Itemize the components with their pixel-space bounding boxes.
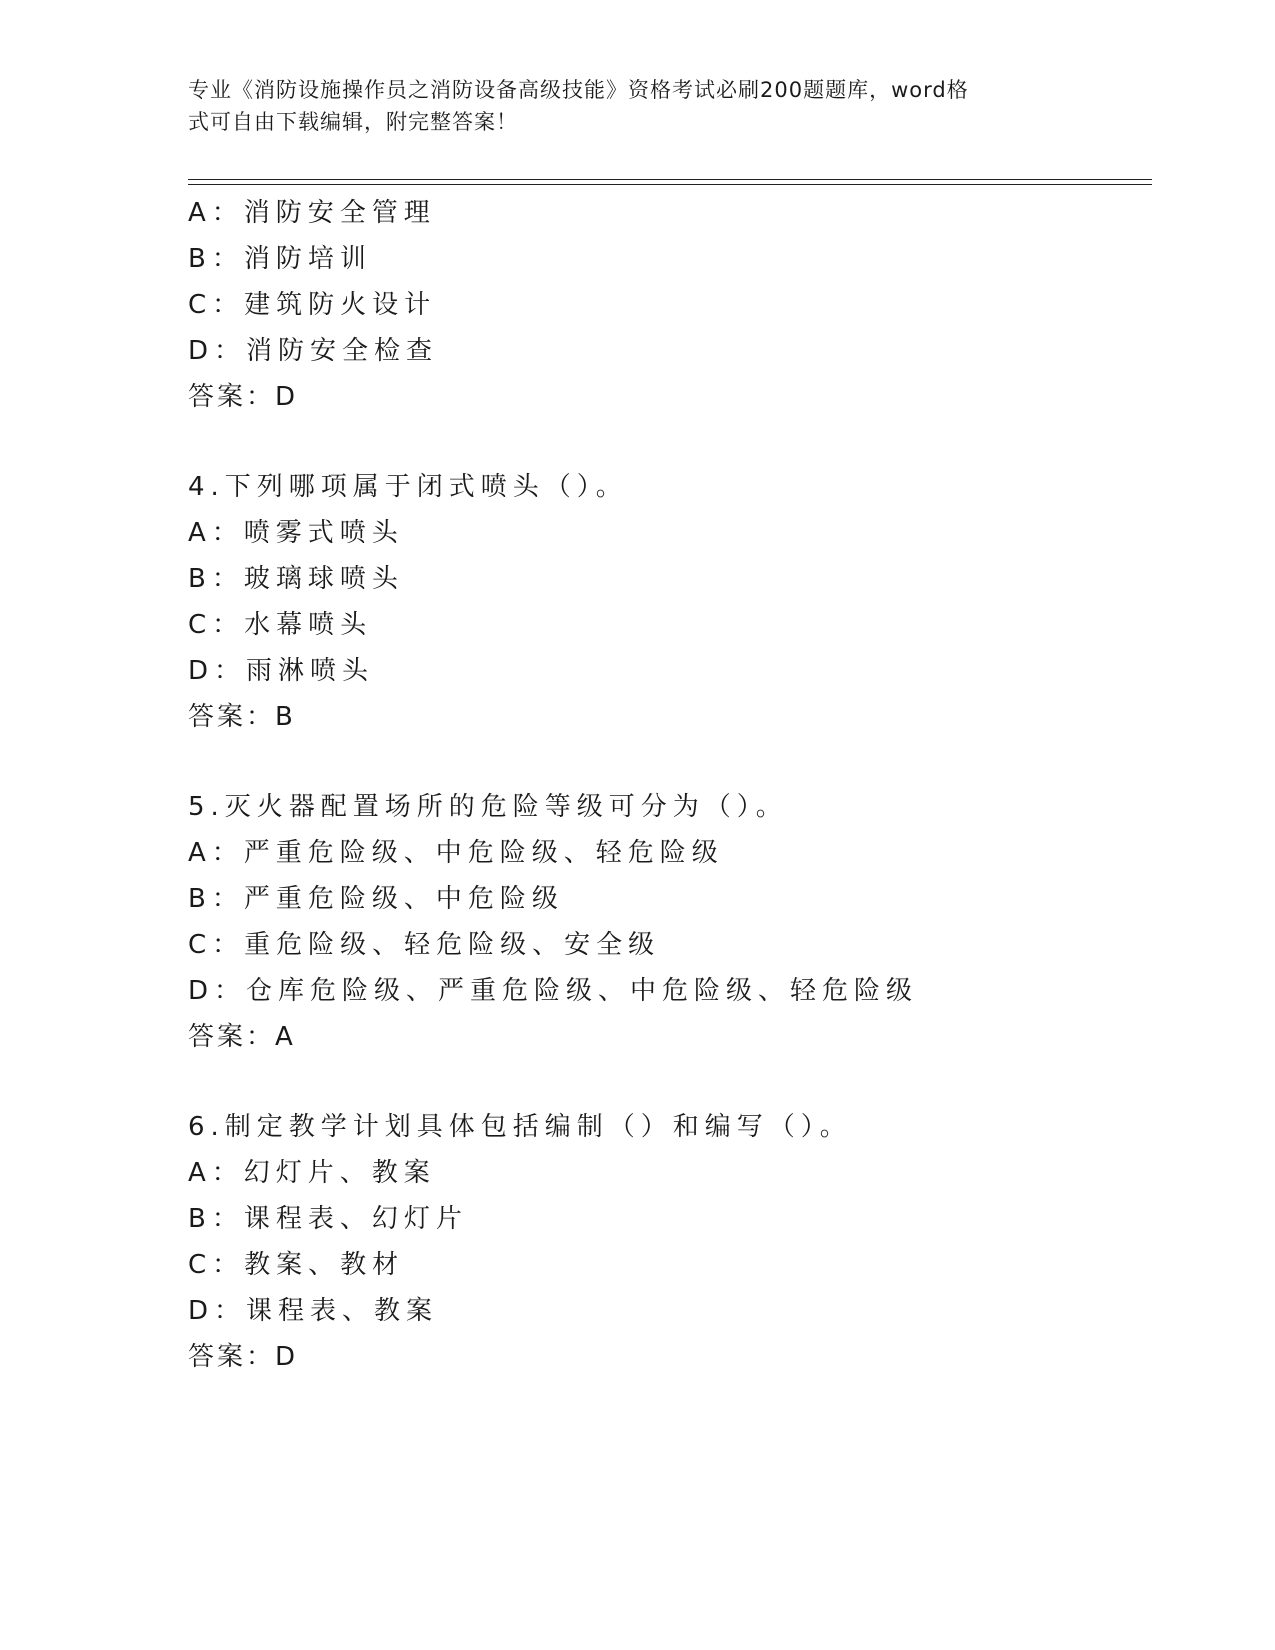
answer-line: 答案：B xyxy=(188,702,296,732)
option-d: D：仓库危险级、严重危险级、中危险级、轻危险级 xyxy=(188,976,919,1006)
option-d: D：雨淋喷头 xyxy=(188,656,375,686)
option-a: A：严重危险级、中危险级、轻危险级 xyxy=(188,838,724,868)
question-list xyxy=(188,190,1148,1380)
option-b: B：消防培训 xyxy=(188,244,372,274)
question-block-3 xyxy=(188,190,1148,420)
option-b: B：严重危险级、中危险级 xyxy=(188,884,564,914)
option-a: A：喷雾式喷头 xyxy=(188,518,404,548)
option-c: C：重危险级、轻危险级、安全级 xyxy=(188,930,661,960)
option-a: A：消防安全管理 xyxy=(188,198,436,228)
question-title: 6.制定教学计划具体包括编制（）和编写（）。 xyxy=(188,1112,852,1142)
option-b: B：课程表、幻灯片 xyxy=(188,1204,468,1234)
question-block-6 xyxy=(188,1104,1148,1380)
option-b: B：玻璃球喷头 xyxy=(188,564,404,594)
question-title: 4.下列哪项属于闭式喷头（）。 xyxy=(188,472,628,502)
header-rule-top xyxy=(188,179,1152,180)
header-line-1: 专业《消防设施操作员之消防设备高级技能》资格考试必刷200题题库，word格 xyxy=(188,78,969,102)
option-c: C：教案、教材 xyxy=(188,1250,405,1280)
question-title: 5.灭火器配置场所的危险等级可分为（）。 xyxy=(188,792,788,822)
question-block-5 xyxy=(188,784,1148,1060)
header-line-2: 式可自由下载编辑，附完整答案！ xyxy=(188,110,518,134)
answer-line: 答案：D xyxy=(188,1342,299,1372)
header-rule-bottom xyxy=(188,184,1152,185)
answer-line: 答案：A xyxy=(188,1022,296,1052)
question-block-4 xyxy=(188,464,1148,740)
option-c: C：建筑防火设计 xyxy=(188,290,437,320)
option-d: D：消防安全检查 xyxy=(188,336,439,366)
document-header xyxy=(188,74,1068,138)
option-d: D：课程表、教案 xyxy=(188,1296,439,1326)
option-c: C：水幕喷头 xyxy=(188,610,373,640)
option-a: A：幻灯片、教案 xyxy=(188,1158,436,1188)
answer-line: 答案：D xyxy=(188,382,299,412)
